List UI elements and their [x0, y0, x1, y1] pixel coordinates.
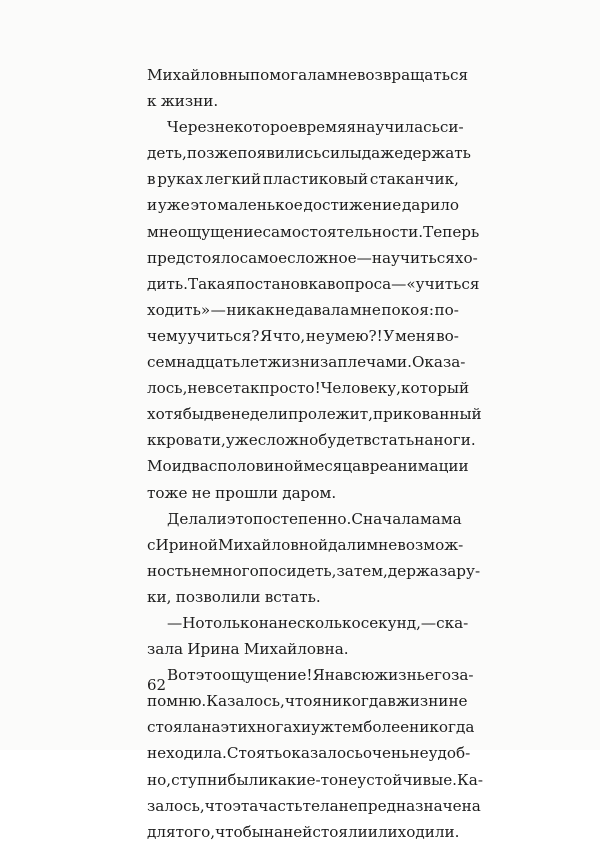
text-line: Вот это ощущение! Я на всю жизнь его за-	[167, 666, 474, 685]
text-line: лось, не все так просто! Человеку, который	[147, 379, 470, 398]
text-line: хотя бы две недели пролежит, прикованный	[147, 405, 482, 424]
text-line: деть, позже появились силы даже держать	[147, 144, 471, 163]
text-line: мне ощущение самостоятельности. Теперь	[147, 222, 480, 241]
page-number: 62	[147, 676, 167, 694]
text-line: ходить» — никак не давала мне покоя: по-	[147, 300, 459, 319]
text-line: зала Ирина Михайловна.	[147, 640, 349, 659]
text-line: в руках легкий пластиковый стаканчик,	[147, 170, 459, 189]
text-line: залось, что эта часть тела не предназначена	[147, 796, 481, 815]
text-line: к жизни.	[147, 92, 219, 111]
text-line: Мои два с половиной месяца в реанимации	[147, 457, 469, 476]
text-line: — Но только на несколько секунд, — ска-	[167, 613, 469, 632]
text-line: Михайловны помогала мне возвращаться	[147, 66, 469, 84]
text-line: чему учиться? Я что, не умею?! У меня во-	[147, 326, 459, 345]
body-text	[147, 62, 483, 845]
text-line: помню. Казалось, что я никогда в жизни не	[147, 692, 468, 711]
text-line: стояла на этих ногах и уж тем более никогда	[147, 718, 475, 737]
text-line: с Ириной Михайловной дали мне возмож-	[147, 535, 464, 554]
text-line: не ходила. Стоять оказалось очень неудоб-	[147, 744, 471, 763]
text-line: предстояло самое сложное — научиться хо-	[147, 248, 478, 267]
text-line: к кровати, уже сложно будет встать на ноги.	[147, 431, 476, 450]
text-line: дить. Такая постановка вопроса — «учиться	[147, 274, 480, 293]
text-line: тоже не прошли даром.	[147, 483, 337, 502]
text-line: семнадцать лет жизни за плечами. Оказа-	[147, 353, 466, 372]
text-line: ки, позволили встать.	[147, 587, 321, 606]
text-line: ность немного посидеть, затем, держа за ру-	[147, 561, 481, 580]
text-line: Делали это постепенно. Сначала мама	[167, 509, 462, 528]
text-line: и уже это маленькое достижение дарило	[147, 196, 459, 215]
text-line: но, ступни были какие-то неустойчивые. Ка-	[147, 770, 483, 789]
text-line: Через некоторое время я научилась си-	[167, 118, 464, 137]
text-line: для того, чтобы на ней стояли или ходили.	[147, 822, 460, 841]
